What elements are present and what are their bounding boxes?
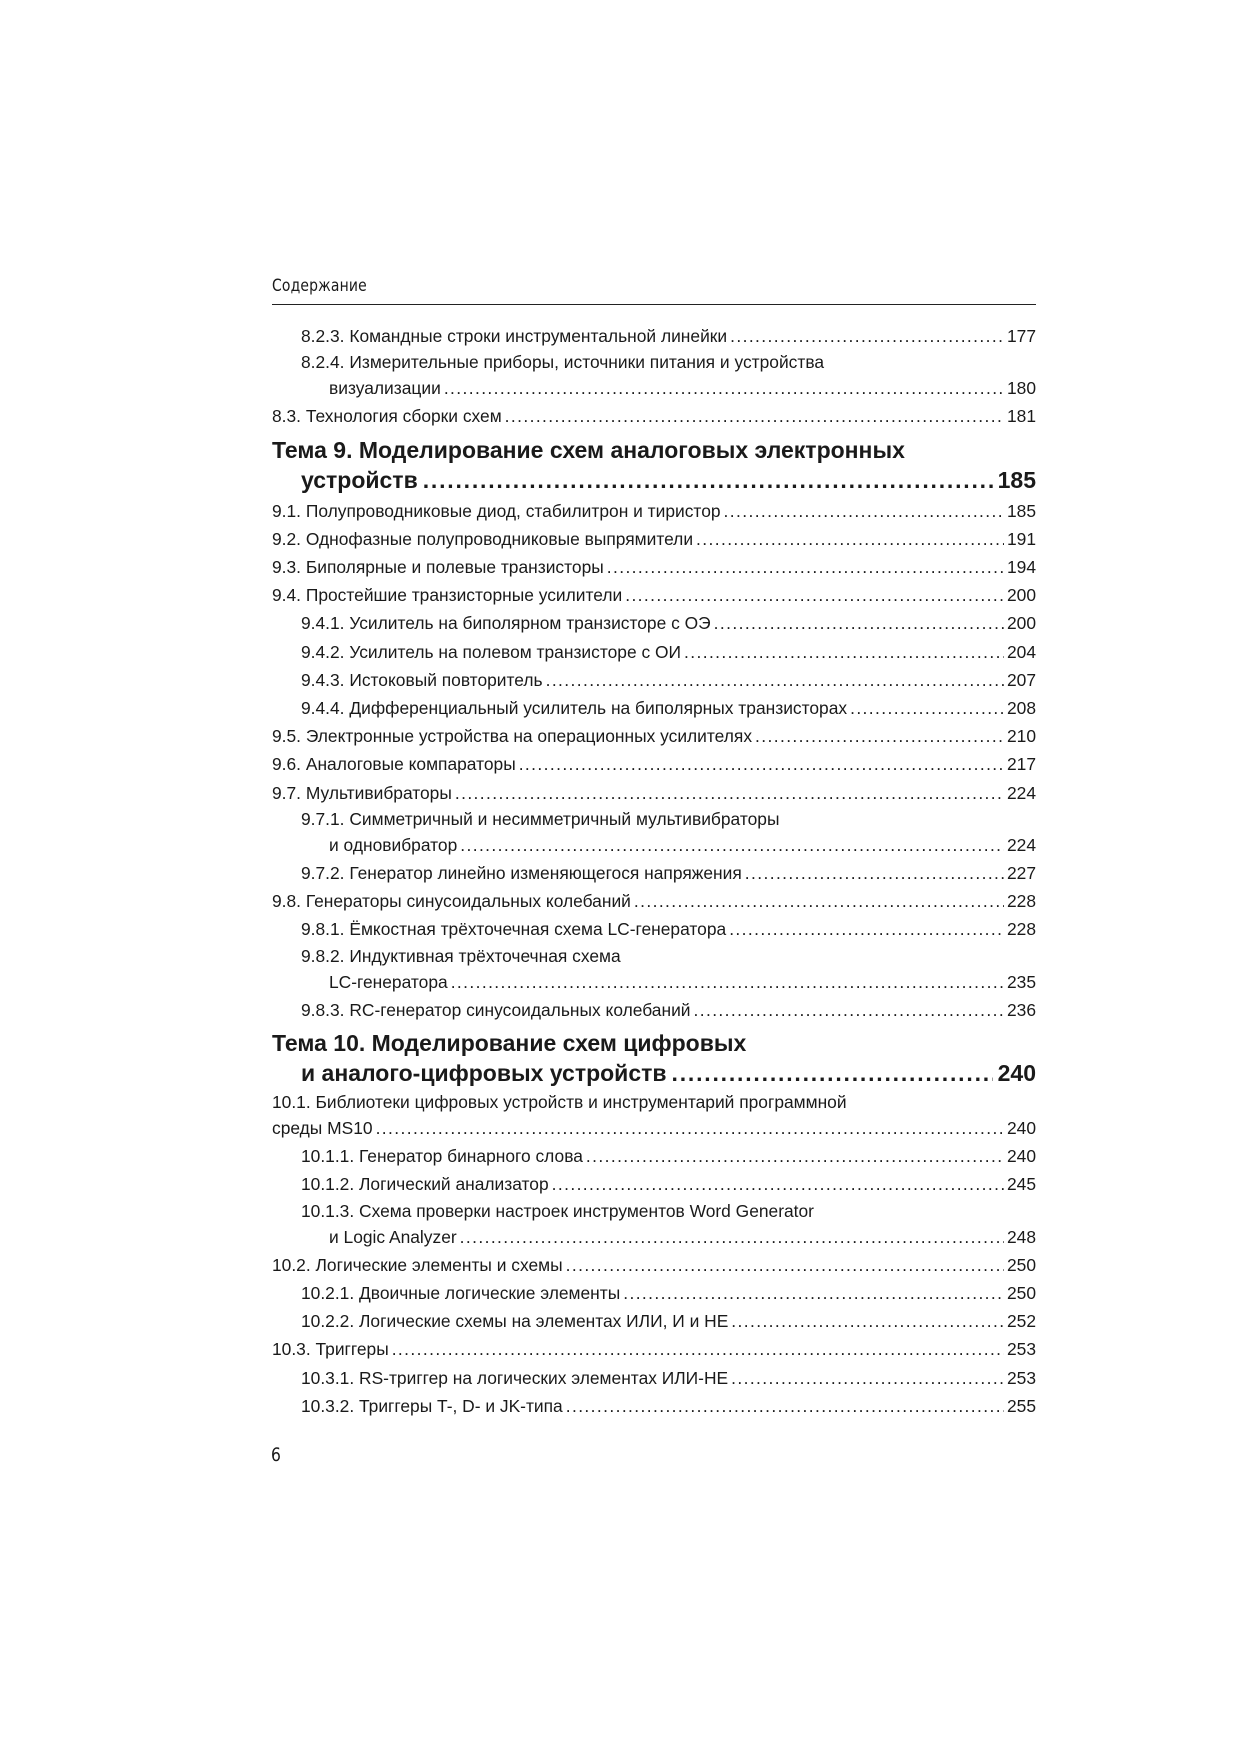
dot-leader: [755, 722, 1004, 750]
table-of-contents: [272, 322, 1036, 1420]
toc-page-number: 208: [1006, 698, 1036, 719]
toc-entry-wrapped[interactable]: [272, 1199, 1036, 1223]
toc-entry-continuation[interactable]: [272, 1223, 1036, 1251]
toc-page-number: 253: [1006, 1367, 1036, 1388]
toc-chapter-10[interactable]: [272, 1028, 1036, 1088]
toc-entry[interactable]: [272, 666, 1036, 694]
toc-entry-label: 9.4.1. Усилитель на биполярном транзисторе с ОЭ: [301, 613, 711, 634]
toc-page-number: 227: [1006, 863, 1036, 884]
toc-entry-label: 9.7.2. Генератор линейно изменяющегося напряжения: [301, 863, 742, 884]
toc-entry[interactable]: [272, 1251, 1036, 1279]
dot-leader: [460, 1223, 1004, 1251]
dot-leader: [451, 968, 1004, 996]
chapter-title: Тема 10. Моделирование схем цифровых: [272, 1030, 747, 1057]
toc-entry-label: 9.4.2. Усилитель на полевом транзисторе с ОИ: [301, 641, 682, 662]
toc-entry-label: 10.3.2. Триггеры T-, D- и JK-типа: [301, 1395, 563, 1416]
dot-leader: [724, 497, 1004, 525]
toc-page-number: 235: [1006, 971, 1036, 992]
toc-entry[interactable]: [272, 1335, 1036, 1363]
chapter-page-number: 185: [997, 466, 1036, 493]
toc-entry-label: 9.4.4. Дифференциальный усилитель на биполярных транзисторах: [301, 698, 848, 719]
dot-leader: [552, 1170, 1004, 1198]
toc-page-number: 177: [1006, 326, 1036, 346]
toc-page-number: 217: [1006, 754, 1036, 775]
dot-leader: [460, 831, 1004, 859]
dot-leader: [519, 750, 1004, 778]
running-header: Содержание: [272, 276, 367, 296]
toc-entry[interactable]: [272, 553, 1036, 581]
toc-entry-label: 9.8.2. Индуктивная трёхточечная схема: [301, 945, 621, 966]
dot-leader: [731, 1307, 1004, 1335]
dot-leader: [684, 638, 1004, 666]
toc-entry[interactable]: [272, 722, 1036, 750]
toc-page-number: 181: [1006, 406, 1036, 427]
toc-page-number: 255: [1006, 1395, 1036, 1416]
dot-leader: [376, 1114, 1004, 1142]
dot-leader: [714, 609, 1004, 637]
toc-entry[interactable]: [272, 750, 1036, 778]
dot-leader: [634, 887, 1004, 915]
toc-entry-label: и одновибратор: [329, 834, 458, 855]
toc-entry-label: 10.1.1. Генератор бинарного слова: [301, 1146, 583, 1167]
toc-entry-label: 9.8.3. RC-генератор синусоидальных колебаний: [301, 999, 691, 1020]
toc-page-number: 240: [1006, 1118, 1036, 1139]
toc-page-number: 180: [1006, 378, 1036, 399]
dot-leader: [566, 1251, 1004, 1279]
toc-page-number: 228: [1006, 891, 1036, 912]
toc-entry[interactable]: [272, 402, 1036, 430]
toc-entry-label: 9.7. Мультивибраторы: [272, 782, 452, 803]
dot-leader: [444, 374, 1004, 402]
toc-entry[interactable]: [272, 859, 1036, 887]
toc-entry-label: 10.2. Логические элементы и схемы: [272, 1254, 563, 1275]
toc-page-number: 185: [1006, 500, 1036, 521]
chapter-title: Тема 9. Моделирование схем аналоговых электронных: [272, 436, 905, 463]
toc-entry[interactable]: [272, 322, 1036, 350]
dot-leader: [546, 666, 1004, 694]
dot-leader: [586, 1142, 1004, 1170]
toc-entry-label: 9.5. Электронные устройства на операционных усилителях: [272, 726, 753, 747]
toc-entry-label: 10.2.1. Двоичные логические элементы: [301, 1283, 621, 1304]
toc-entry[interactable]: [272, 581, 1036, 609]
toc-entry-label: 9.7.1. Симметричный и несимметричный мультивибраторы: [301, 808, 780, 829]
toc-entry-label: 9.2. Однофазные полупроводниковые выпрямители: [272, 528, 694, 549]
toc-page-number: 253: [1006, 1339, 1036, 1360]
chapter-title-cont: устройств: [301, 466, 418, 493]
toc-page-number: 245: [1006, 1174, 1036, 1195]
toc-entry-label: 9.1. Полупроводниковые диод, стабилитрон и тиристор: [272, 500, 721, 521]
page-number: 6: [271, 1444, 281, 1466]
toc-page-number: 250: [1006, 1283, 1036, 1304]
toc-entry-label: 10.3. Триггеры: [272, 1339, 389, 1360]
toc-entry[interactable]: [272, 779, 1036, 807]
toc-page-number: 210: [1006, 726, 1036, 747]
dot-leader: [607, 553, 1004, 581]
toc-entry-continuation[interactable]: [272, 831, 1036, 859]
toc-entry-continuation[interactable]: [272, 374, 1036, 402]
toc-entry[interactable]: [272, 1279, 1036, 1307]
toc-entry[interactable]: [272, 609, 1036, 637]
toc-page-number: 194: [1006, 557, 1036, 578]
toc-entry-label: LC-генератора: [329, 971, 448, 992]
toc-entry-label: 9.8.1. Ёмкостная трёхточечная схема LC-генератора: [301, 919, 727, 940]
toc-entry-continuation[interactable]: [272, 968, 1036, 996]
toc-entry-label: среды MS10: [272, 1118, 373, 1139]
dot-leader: [672, 1058, 993, 1088]
toc-page-number: 250: [1006, 1254, 1036, 1275]
dot-leader: [696, 525, 1004, 553]
toc-entry[interactable]: [272, 638, 1036, 666]
dot-leader: [566, 1392, 1004, 1420]
header-rule: [272, 304, 1036, 305]
toc-page-number: 248: [1006, 1226, 1036, 1247]
toc-page-number: 207: [1006, 669, 1036, 690]
dot-leader: [745, 859, 1004, 887]
dot-leader: [455, 779, 1004, 807]
toc-entry-wrapped[interactable]: [272, 350, 1036, 374]
toc-entry[interactable]: [272, 1170, 1036, 1198]
toc-entry-continuation[interactable]: [272, 1114, 1036, 1142]
toc-entry-label: 8.2.3. Командные строки инструментальной линейки: [301, 326, 728, 346]
toc-entry-label: 9.4.3. Истоковый повторитель: [301, 669, 543, 690]
toc-entry-wrapped[interactable]: [272, 944, 1036, 968]
toc-entry-label: 10.3.1. RS-триггер на логических элементах ИЛИ-НЕ: [301, 1367, 729, 1388]
toc-entry[interactable]: [272, 525, 1036, 553]
toc-entry-label: визуализации: [329, 378, 441, 399]
toc-entry[interactable]: [272, 996, 1036, 1024]
toc-chapter-9[interactable]: [272, 435, 1036, 495]
toc-page-number: 224: [1006, 782, 1036, 803]
dot-leader: [505, 402, 1004, 430]
toc-entry[interactable]: [272, 1364, 1036, 1392]
toc-entry-wrapped[interactable]: [272, 1090, 1036, 1114]
toc-entry-label: 9.6. Аналоговые компараторы: [272, 754, 516, 775]
toc-entry-label: 10.1.3. Схема проверки настроек инструментов Word Generator: [301, 1200, 814, 1221]
toc-entry[interactable]: [272, 694, 1036, 722]
toc-page-number: 191: [1006, 528, 1036, 549]
toc-entry[interactable]: [272, 497, 1036, 525]
toc-entry-label: 8.3. Технология сборки схем: [272, 406, 502, 427]
toc-entry-label: 10.2.2. Логические схемы на элементах ИЛИ, И и НЕ: [301, 1311, 729, 1332]
toc-page-number: 236: [1006, 999, 1036, 1020]
toc-entry[interactable]: [272, 1307, 1036, 1335]
dot-leader: [423, 465, 993, 495]
toc-entry-label: 10.1.2. Логический анализатор: [301, 1174, 549, 1195]
toc-entry-label: 9.3. Биполярные и полевые транзисторы: [272, 557, 604, 578]
toc-page-number: 228: [1006, 919, 1036, 940]
toc-entry[interactable]: [272, 1392, 1036, 1420]
dot-leader: [625, 581, 1004, 609]
toc-entry[interactable]: [272, 915, 1036, 943]
toc-entry-label: 8.2.4. Измерительные приборы, источники питания и устройства: [301, 352, 825, 373]
toc-page-number: 240: [1006, 1146, 1036, 1167]
dot-leader: [694, 996, 1004, 1024]
chapter-page-number: 240: [997, 1060, 1036, 1087]
toc-page-number: 200: [1006, 613, 1036, 634]
chapter-title-cont: и аналого-цифровых устройств: [301, 1060, 667, 1087]
toc-entry[interactable]: [272, 1142, 1036, 1170]
toc-page-number: 200: [1006, 585, 1036, 606]
toc-page-number: 204: [1006, 641, 1036, 662]
toc-entry-wrapped[interactable]: [272, 807, 1036, 831]
dot-leader: [623, 1279, 1004, 1307]
toc-entry-label: 9.4. Простейшие транзисторные усилители: [272, 585, 623, 606]
toc-page-number: 252: [1006, 1311, 1036, 1332]
toc-entry[interactable]: [272, 887, 1036, 915]
toc-entry-label: 10.1. Библиотеки цифровых устройств и инструментарий программной: [272, 1092, 847, 1113]
toc-entry-label: 9.8. Генераторы синусоидальных колебаний: [272, 891, 631, 912]
dot-leader: [731, 1364, 1004, 1392]
toc-entry-label: и Logic Analyzer: [329, 1226, 457, 1247]
toc-page-number: 224: [1006, 834, 1036, 855]
dot-leader: [850, 694, 1004, 722]
dot-leader: [392, 1335, 1004, 1363]
dot-leader: [729, 915, 1004, 943]
dot-leader: [730, 322, 1004, 350]
